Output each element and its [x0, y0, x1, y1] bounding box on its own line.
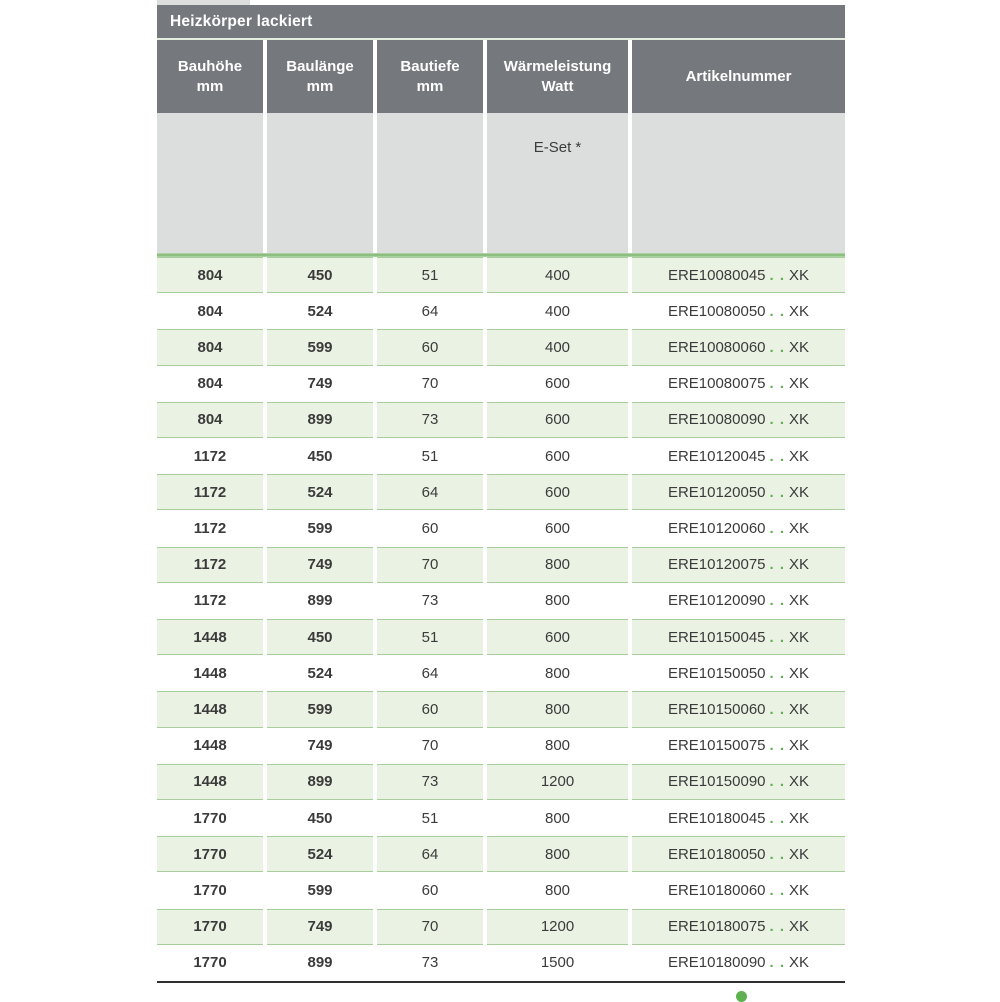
cell-artikelnummer — [632, 909, 845, 945]
cell-watt: 600 — [487, 619, 628, 655]
column-label: Wärmeleistung — [503, 57, 612, 75]
cell-bautiefe: 70 — [377, 728, 483, 764]
cell-bautiefe: 73 — [377, 583, 483, 619]
artikel-prefix: ERE10080050 — [667, 302, 766, 320]
table-row — [157, 547, 845, 583]
artikel-suffix: XK — [789, 845, 810, 863]
cell-bauhoehe: 804 — [157, 257, 263, 293]
artikel-placeholder-dots: . . — [769, 954, 786, 972]
subheader-cell — [267, 113, 373, 253]
table-title-bar — [157, 5, 845, 38]
column-header-artikelnummer — [632, 40, 845, 113]
artikel-placeholder-dots: . . — [769, 809, 786, 827]
artikel-prefix: ERE10120090 — [667, 592, 766, 610]
cell-artikelnummer — [632, 655, 845, 691]
cell-artikelnummer — [632, 619, 845, 655]
artikel-suffix: XK — [789, 483, 810, 501]
cell-baulaenge: 524 — [267, 655, 373, 691]
cell-watt: 800 — [487, 800, 628, 836]
cell-baulaenge: 524 — [267, 474, 373, 510]
cell-bautiefe: 60 — [377, 691, 483, 727]
table-row — [157, 366, 845, 402]
cell-bauhoehe: 1448 — [157, 655, 263, 691]
artikel-prefix: ERE10080075 — [667, 375, 766, 393]
table-body — [157, 257, 845, 981]
cell-bautiefe: 70 — [377, 909, 483, 945]
heizkoerper-table — [157, 5, 845, 983]
cell-watt: 800 — [487, 583, 628, 619]
artikel-prefix: ERE10180060 — [667, 882, 766, 900]
table-row — [157, 800, 845, 836]
artikel-suffix: XK — [789, 266, 810, 284]
cell-baulaenge: 450 — [267, 619, 373, 655]
artikel-prefix: ERE10150075 — [667, 737, 766, 755]
artikel-prefix: ERE10150090 — [667, 773, 766, 791]
artikel-prefix: ERE10080060 — [667, 339, 766, 356]
artikel-placeholder-dots: . . — [769, 556, 786, 574]
artikel-prefix: ERE10080090 — [667, 411, 766, 429]
table-row — [157, 438, 845, 474]
cell-bauhoehe: 1172 — [157, 547, 263, 583]
cell-artikelnummer — [632, 402, 845, 438]
cell-watt: 400 — [487, 257, 628, 293]
page-marker-dot — [736, 991, 747, 1002]
cell-baulaenge: 899 — [267, 764, 373, 800]
cell-artikelnummer — [632, 257, 845, 293]
column-header-bauhoehe — [157, 40, 263, 113]
table-bottom-rule — [157, 981, 845, 983]
cell-artikelnummer — [632, 438, 845, 474]
table-row — [157, 655, 845, 691]
column-unit: Watt — [541, 77, 574, 95]
cell-bautiefe: 70 — [377, 366, 483, 402]
cell-bautiefe: 73 — [377, 402, 483, 438]
table-row — [157, 329, 845, 365]
cell-bautiefe: 73 — [377, 945, 483, 981]
cell-baulaenge: 450 — [267, 800, 373, 836]
column-header-bautiefe — [377, 40, 483, 113]
table-row — [157, 257, 845, 293]
artikel-suffix: XK — [789, 954, 810, 972]
table-row — [157, 293, 845, 329]
artikel-suffix: XK — [789, 520, 810, 538]
column-label: Bauhöhe — [177, 57, 243, 75]
cell-artikelnummer — [632, 764, 845, 800]
artikel-suffix: XK — [789, 302, 810, 320]
table-row — [157, 872, 845, 908]
cell-baulaenge: 899 — [267, 402, 373, 438]
table-row — [157, 619, 845, 655]
cell-watt: 1500 — [487, 945, 628, 981]
artikel-prefix: ERE10080045 — [667, 266, 766, 284]
artikel-placeholder-dots: . . — [769, 882, 786, 900]
cell-bauhoehe: 1172 — [157, 510, 263, 546]
cell-bauhoehe: 1770 — [157, 909, 263, 945]
artikel-prefix: ERE10150060 — [667, 701, 766, 719]
cell-baulaenge: 450 — [267, 257, 373, 293]
cell-bauhoehe: 804 — [157, 329, 263, 365]
table-row — [157, 402, 845, 438]
cell-bauhoehe: 1172 — [157, 583, 263, 619]
artikel-prefix: ERE10150045 — [667, 628, 766, 646]
cell-bautiefe: 60 — [377, 872, 483, 908]
artikel-placeholder-dots: . . — [769, 701, 786, 719]
cell-bauhoehe: 1172 — [157, 438, 263, 474]
artikel-suffix: XK — [789, 592, 810, 610]
table-row — [157, 836, 845, 872]
cell-baulaenge: 599 — [267, 872, 373, 908]
cell-artikelnummer — [632, 510, 845, 546]
cell-artikelnummer — [632, 583, 845, 619]
column-label: Artikelnummer — [685, 67, 792, 85]
cell-baulaenge: 749 — [267, 366, 373, 402]
cell-artikelnummer — [632, 800, 845, 836]
column-label: Baulänge — [286, 57, 354, 75]
cell-bautiefe: 64 — [377, 293, 483, 329]
table-row — [157, 945, 845, 981]
cell-artikelnummer — [632, 293, 845, 329]
cell-bauhoehe: 1172 — [157, 474, 263, 510]
artikel-suffix: XK — [789, 918, 810, 936]
cell-watt: 400 — [487, 293, 628, 329]
cell-artikelnummer — [632, 945, 845, 981]
artikel-placeholder-dots: . . — [769, 339, 786, 356]
table-row — [157, 583, 845, 619]
artikel-placeholder-dots: . . — [769, 375, 786, 393]
artikel-placeholder-dots: . . — [769, 483, 786, 501]
artikel-placeholder-dots: . . — [769, 628, 786, 646]
cell-artikelnummer — [632, 474, 845, 510]
cell-baulaenge: 599 — [267, 329, 373, 365]
artikel-placeholder-dots: . . — [769, 302, 786, 320]
artikel-prefix: ERE10180045 — [667, 809, 766, 827]
cell-bautiefe: 51 — [377, 800, 483, 836]
cell-baulaenge: 524 — [267, 293, 373, 329]
table-row — [157, 510, 845, 546]
artikel-suffix: XK — [789, 701, 810, 719]
cell-bauhoehe: 804 — [157, 402, 263, 438]
column-unit: mm — [306, 77, 334, 95]
column-unit: mm — [196, 77, 224, 95]
artikel-prefix: ERE10120050 — [667, 483, 766, 501]
artikel-placeholder-dots: . . — [769, 737, 786, 755]
subheader-cell — [377, 113, 483, 253]
artikel-suffix: XK — [789, 773, 810, 791]
artikel-placeholder-dots: . . — [769, 266, 786, 284]
cell-baulaenge: 749 — [267, 547, 373, 583]
cell-watt: 800 — [487, 728, 628, 764]
cell-bautiefe: 73 — [377, 764, 483, 800]
cell-baulaenge: 899 — [267, 945, 373, 981]
artikel-suffix: XK — [789, 809, 810, 827]
artikel-prefix: ERE10120060 — [667, 520, 766, 538]
cell-baulaenge: 599 — [267, 691, 373, 727]
cell-watt: 800 — [487, 872, 628, 908]
cell-bauhoehe: 1770 — [157, 800, 263, 836]
artikel-placeholder-dots: . . — [769, 773, 786, 791]
artikel-prefix: ERE10150050 — [667, 664, 766, 682]
artikel-placeholder-dots: . . — [769, 592, 786, 610]
artikel-placeholder-dots: . . — [769, 411, 786, 429]
cell-bautiefe: 64 — [377, 474, 483, 510]
cell-watt: 600 — [487, 438, 628, 474]
cell-artikelnummer — [632, 547, 845, 583]
artikel-suffix: XK — [789, 375, 810, 393]
cell-watt: 1200 — [487, 909, 628, 945]
cell-bauhoehe: 804 — [157, 366, 263, 402]
cell-watt: 800 — [487, 655, 628, 691]
cell-baulaenge: 524 — [267, 836, 373, 872]
table-row — [157, 728, 845, 764]
cell-bauhoehe: 1448 — [157, 764, 263, 800]
cell-artikelnummer — [632, 691, 845, 727]
cell-watt: 1200 — [487, 764, 628, 800]
subheader-cell — [157, 113, 263, 253]
artikel-suffix: XK — [789, 339, 810, 356]
cell-bauhoehe: 1448 — [157, 619, 263, 655]
cell-artikelnummer — [632, 836, 845, 872]
table-title: Heizkörper lackiert — [170, 12, 313, 30]
cell-baulaenge: 749 — [267, 909, 373, 945]
cell-artikelnummer — [632, 366, 845, 402]
cell-watt: 600 — [487, 510, 628, 546]
cell-baulaenge: 450 — [267, 438, 373, 474]
artikel-suffix: XK — [789, 664, 810, 682]
cell-artikelnummer — [632, 329, 845, 365]
cell-baulaenge: 749 — [267, 728, 373, 764]
artikel-suffix: XK — [789, 556, 810, 574]
cell-baulaenge: 899 — [267, 583, 373, 619]
cell-bauhoehe: 1770 — [157, 836, 263, 872]
artikel-prefix: ERE10180090 — [667, 954, 766, 972]
artikel-suffix: XK — [789, 737, 810, 755]
cell-bauhoehe: 1770 — [157, 945, 263, 981]
artikel-prefix: ERE10180050 — [667, 845, 766, 863]
column-unit: mm — [416, 77, 444, 95]
cell-bautiefe: 51 — [377, 619, 483, 655]
artikel-placeholder-dots: . . — [769, 918, 786, 936]
artikel-suffix: XK — [789, 882, 810, 900]
table-header-row — [157, 40, 845, 113]
cell-bautiefe: 60 — [377, 329, 483, 365]
cell-watt: 800 — [487, 836, 628, 872]
eset-label: E-Set * — [533, 139, 582, 156]
table-row — [157, 691, 845, 727]
cell-bautiefe: 64 — [377, 836, 483, 872]
cell-artikelnummer — [632, 872, 845, 908]
cell-baulaenge: 599 — [267, 510, 373, 546]
table-subheader-row — [157, 113, 845, 253]
cell-artikelnummer — [632, 728, 845, 764]
cell-bautiefe: 64 — [377, 655, 483, 691]
subheader-cell — [632, 113, 845, 253]
cell-watt: 800 — [487, 547, 628, 583]
column-header-waermeleistung — [487, 40, 628, 113]
cell-bautiefe: 60 — [377, 510, 483, 546]
artikel-prefix: ERE10120045 — [667, 447, 766, 465]
artikel-suffix: XK — [789, 411, 810, 429]
artikel-placeholder-dots: . . — [769, 447, 786, 465]
subheader-cell-eset — [487, 113, 628, 253]
column-label: Bautiefe — [400, 57, 460, 75]
cell-bauhoehe: 1448 — [157, 728, 263, 764]
table-row — [157, 474, 845, 510]
cell-watt: 400 — [487, 329, 628, 365]
artikel-suffix: XK — [789, 628, 810, 646]
cell-bauhoehe: 1770 — [157, 872, 263, 908]
cell-bauhoehe: 804 — [157, 293, 263, 329]
cell-watt: 600 — [487, 402, 628, 438]
table-row — [157, 764, 845, 800]
artikel-prefix: ERE10120075 — [667, 556, 766, 574]
artikel-suffix: XK — [789, 447, 810, 465]
cell-bautiefe: 51 — [377, 257, 483, 293]
column-header-baulaenge — [267, 40, 373, 113]
artikel-placeholder-dots: . . — [769, 845, 786, 863]
cell-watt: 600 — [487, 474, 628, 510]
cell-bautiefe: 51 — [377, 438, 483, 474]
table-row — [157, 909, 845, 945]
artikel-placeholder-dots: . . — [769, 520, 786, 538]
cell-watt: 800 — [487, 691, 628, 727]
artikel-prefix: ERE10180075 — [667, 918, 766, 936]
artikel-placeholder-dots: . . — [769, 664, 786, 682]
cell-bautiefe: 70 — [377, 547, 483, 583]
cell-bauhoehe: 1448 — [157, 691, 263, 727]
cell-watt: 600 — [487, 366, 628, 402]
